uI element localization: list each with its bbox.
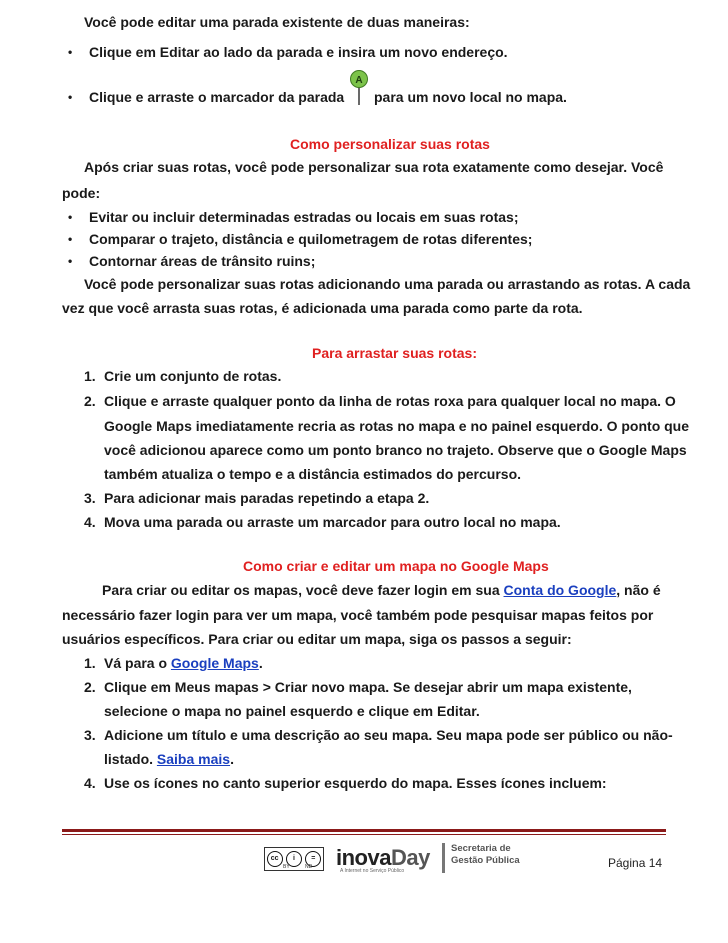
- personalize-bullet-2: Comparar o trajeto, distância e quilometragem de rotas diferentes;: [89, 231, 533, 247]
- personalize-para2-line2: vez que você arrasta suas rotas, é adicionada uma parada como parte da rota.: [62, 300, 583, 316]
- drag-step-2-line1: Clique e arraste qualquer ponto da linha de rotas roxa para qualquer local no mapa. O: [104, 393, 676, 409]
- intro-bullet-2a: Clique e arraste o marcador da parada: [89, 89, 345, 105]
- learn-more-link[interactable]: Saiba mais: [156, 751, 231, 767]
- create-step-2-line1: Clique em Meus mapas > Criar novo mapa. Se desejar abrir um mapa existente,: [104, 679, 632, 695]
- intro-bullet-1: Clique em Editar ao lado da parada e insira um novo endereço.: [89, 44, 508, 60]
- personalize-para1-line1: Após criar suas rotas, você pode personalizar sua rota exatamente como desejar. Você: [84, 159, 664, 175]
- section-heading-personalize: Como personalizar suas rotas: [290, 136, 490, 152]
- create-para-line1-text-a: Para criar ou editar os mapas, você deve fazer login em sua: [102, 582, 504, 598]
- create-step-1-text-a: Vá para o: [104, 655, 171, 671]
- cc-icon: cc: [267, 851, 283, 867]
- intro-bullet-2b: para um novo local no mapa.: [374, 89, 567, 105]
- create-para-line1: [102, 582, 661, 598]
- section-heading-drag: Para arrastar suas rotas:: [312, 345, 477, 361]
- marker-letter: A: [355, 75, 363, 86]
- list-number: 3.: [84, 490, 96, 506]
- bullet-dot: •: [68, 45, 73, 59]
- create-step-3-line1: Adicione um título e uma descrição ao seu mapa. Seu mapa pode ser público ou não-: [104, 727, 673, 743]
- logo-text-b: Day: [390, 845, 430, 870]
- footer-rule: [62, 829, 666, 832]
- secretaria-line1: Secretaria de: [451, 843, 511, 854]
- no-derivatives-icon: =: [305, 851, 321, 867]
- drag-step-3: Para adicionar mais paradas repetindo a etapa 2.: [104, 490, 430, 506]
- create-step-2-line2: selecione o mapa no painel esquerdo e clique em Editar.: [104, 703, 480, 719]
- bullet-dot: •: [68, 254, 73, 268]
- cc-nd-label: ND: [305, 864, 313, 870]
- create-step-3-text-a: listado.: [104, 751, 157, 767]
- list-number: 1.: [84, 368, 96, 384]
- attribution-icon: i: [286, 851, 302, 867]
- create-step-3-text-b: .: [230, 751, 234, 767]
- list-number: 1.: [84, 655, 96, 671]
- create-step-1-text-b: .: [258, 655, 263, 671]
- personalize-para1-line2: pode:: [62, 185, 101, 201]
- personalize-para2-line1: Você pode personalizar suas rotas adicionando uma parada ou arrastando as rotas. A cada: [84, 276, 691, 292]
- bullet-dot: •: [68, 210, 73, 224]
- drag-step-2-line2: Google Maps imediatamente recria as rotas no mapa e no painel esquerdo. O ponto que: [104, 418, 690, 434]
- list-number: 2.: [84, 679, 96, 695]
- secretaria-logo: [442, 843, 523, 873]
- create-step-4: Use os ícones no canto superior esquerdo do mapa. Esses ícones incluem:: [104, 775, 607, 791]
- intro-line: Você pode editar uma parada existente de duas maneiras:: [84, 14, 470, 30]
- create-step-1: [104, 655, 263, 671]
- list-number: 3.: [84, 727, 96, 743]
- cc-by-label: BY: [283, 864, 290, 870]
- google-account-link[interactable]: Conta do Google: [503, 582, 617, 598]
- secretaria-line2: Gestão Pública: [451, 855, 520, 866]
- personalize-bullet-3: Contornar áreas de trânsito ruins;: [89, 253, 316, 269]
- list-number: 2.: [84, 393, 96, 409]
- list-number: 4.: [84, 514, 96, 530]
- create-para-line2: necessário fazer login para ver um mapa, você também pode pesquisar mapas feitos por: [62, 607, 654, 623]
- footer-rule-thin: [62, 834, 666, 835]
- section-heading-create-map: Como criar e editar um mapa no Google Maps: [243, 558, 549, 574]
- creative-commons-badge: [264, 847, 324, 871]
- bullet-dot: •: [68, 232, 73, 246]
- bullet-dot: •: [68, 90, 73, 104]
- page-number: Página 14: [608, 856, 663, 870]
- create-para-line1-text-b: , não é: [616, 582, 661, 598]
- create-para-line3: usuários específicos. Para criar ou editar um mapa, siga os passos a seguir:: [62, 631, 572, 647]
- drag-step-1: Crie um conjunto de rotas.: [104, 368, 282, 384]
- logo-subtitle: A Internet no Serviço Público: [340, 868, 405, 874]
- logo-text-a: inova: [336, 845, 391, 870]
- create-step-3-line2: [104, 751, 234, 767]
- map-marker-icon: [349, 70, 369, 106]
- drag-step-4: Mova uma parada ou arraste um marcador para outro local no mapa.: [104, 514, 561, 530]
- drag-step-2-line4: também atualiza o tempo e a distância estimados do percurso.: [104, 466, 522, 482]
- google-maps-link[interactable]: Google Maps: [170, 655, 259, 671]
- personalize-bullet-1: Evitar ou incluir determinadas estradas ou locais em suas rotas;: [89, 209, 519, 225]
- list-number: 4.: [84, 775, 96, 791]
- drag-step-2-line3: você adicionou aparece como um ponto branco no trajeto. Observe que o Google Maps: [104, 442, 687, 458]
